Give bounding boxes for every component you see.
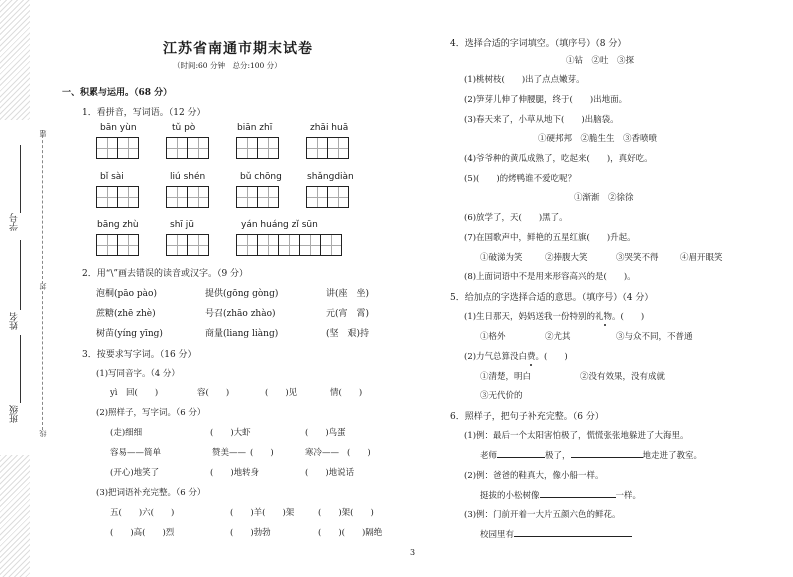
q5-title: 5．给加点的字选择合适的意思。（填序号）（4 分） [450, 293, 654, 303]
q4-line: (5)( )的烤鸭谁不爱吃呢？ [464, 174, 577, 184]
answer-blank[interactable] [540, 496, 616, 498]
exam-subtitle: （时间:60 分钟 总分:100 分） [173, 61, 282, 70]
q6-example: (3)例：门前开着一大片五颜六色的鲜花。 [464, 510, 621, 520]
q3-p2-item: (走)细细 [110, 428, 143, 438]
q2-item: 元(宵 霄) [326, 309, 370, 319]
write-grid[interactable] [96, 186, 138, 208]
margin-hatch-bottom [0, 455, 30, 577]
q6-text: 挺拔的小松树像 [480, 491, 540, 501]
q2-item: 讲(座 坐) [326, 289, 370, 299]
q4-line: (1)桃树枝( )出了点点嫩芽。 [464, 75, 585, 85]
q6-text: 校园里有 [480, 530, 515, 540]
write-grid[interactable] [96, 137, 138, 159]
q5-option: ③与众不同，不普通 [616, 332, 693, 342]
q3-p2-item: (开心)地笑了 [110, 468, 160, 478]
cut-line [42, 130, 43, 430]
pinyin-3-2: shī jū [170, 220, 194, 230]
write-grid[interactable] [166, 137, 208, 159]
binding-margin [0, 0, 55, 577]
q3-p2-item: ( )大虾 [210, 428, 251, 438]
name-field[interactable] [20, 240, 21, 310]
write-grid[interactable] [236, 186, 278, 208]
margin-hatch-top [0, 0, 30, 120]
q4-line: (4)爷爷种的黄瓜成熟了，吃起来( )，真好吃。 [464, 154, 653, 164]
write-grid[interactable] [306, 186, 348, 208]
q4-line: (3)春天来了，小草从地下( )出脑袋。 [464, 115, 619, 125]
q3-p1-item: 情( ) [330, 388, 363, 398]
class-field[interactable] [20, 335, 21, 403]
pinyin-2-4: shǎngdiàn [307, 172, 354, 182]
q2-item: 商量(liang liàng) [205, 329, 279, 339]
q5-option: ①格外 [480, 332, 506, 342]
pinyin-1-2: tǔ pò [172, 123, 196, 133]
q4-line: (7)在国歌声中，鲜艳的五星红旗( )升起。 [464, 233, 636, 243]
q5-option: ②尤其 [545, 332, 571, 342]
q4-line: (2)笋芽儿伸了伸腰腿，终于( )出地面。 [464, 95, 628, 105]
pinyin-1-4: zhāi huā [310, 123, 349, 133]
q3-p2-item: ( )地转身 [210, 468, 260, 478]
q3-part1-title: (1)写同音字。（4 分） [96, 369, 180, 379]
student-id-field[interactable] [20, 145, 21, 213]
q3-p1-item: ( )见 [265, 388, 298, 398]
q6-fill-line [480, 489, 641, 501]
q5-option: ②没有效果，没有成就 [580, 372, 666, 382]
q6-fill-line [480, 449, 702, 461]
q3-p2-item: 容易——简单 [110, 448, 162, 458]
answer-blank[interactable] [571, 456, 643, 458]
write-grid[interactable] [236, 234, 341, 256]
emphasis-dot [604, 324, 606, 326]
q4-line: (8)上面词语中不是用来形容高兴的是( )。 [464, 272, 636, 282]
class-label: 班级 [10, 405, 20, 423]
pinyin-3-1: bāng zhù [97, 220, 139, 230]
q2-item: 提供(gōng gòng) [205, 289, 279, 299]
emphasis-dot [530, 364, 532, 366]
q4-options-2: ①硬邦邦 ②脆生生 ③香喷喷 [538, 134, 658, 144]
write-grid[interactable] [96, 234, 138, 256]
q1-title: 1．看拼音，写词语。（12 分） [82, 108, 206, 118]
write-grid[interactable] [166, 234, 208, 256]
pinyin-3-3: yán huáng zǐ sūn [241, 220, 318, 230]
q3-p2-blank[interactable]: ( ) [250, 448, 274, 458]
exam-title: 江苏省南通市期末试卷 [163, 41, 313, 57]
q2-item: 蔗糖(zhē zhè) [96, 309, 156, 319]
q3-p2-blank[interactable]: ( ) [347, 448, 371, 458]
q2-item: 泡桐(pāo pào) [96, 289, 157, 299]
student-id-label: 学号 [10, 213, 20, 231]
pinyin-1-3: biān zhī [237, 123, 273, 133]
q6-title: 6．照样子，把句子补充完整。（6 分） [450, 412, 604, 422]
q4-option: ②捧腹大笑 [545, 253, 588, 263]
name-label: 姓名 [10, 312, 20, 330]
q3-title: 3．按要求写字词。（16 分） [82, 350, 197, 360]
q6-example: (1)例：最后一个太阳害怕极了，慌慌张张地躲进了大海里。 [464, 431, 689, 441]
q4-option: ①破涕为笑 [480, 253, 523, 263]
q4-title: 4．选择合适的字词填空。（填序号）（8 分） [450, 39, 627, 49]
q6-fill-line [480, 528, 632, 540]
q3-p3-item: 五( )六( ) [110, 508, 175, 518]
q4-options-3: ①渐渐 ②徐徐 [574, 193, 634, 203]
q5-option: ③无代价的 [480, 391, 523, 401]
q3-p2-item: 赞美—— [212, 448, 247, 458]
margin-mark-feng: 封 [39, 283, 47, 290]
q2-item: 树苗(yíng yīng) [96, 329, 163, 339]
pinyin-2-2: liú shén [170, 172, 206, 182]
q6-text: 地走进了教室。 [642, 451, 703, 461]
q3-p3-item: ( )架( ) [318, 508, 374, 518]
pinyin-2-3: bǔ chōng [240, 172, 282, 182]
answer-blank[interactable] [497, 456, 545, 458]
pinyin-2-1: bǐ sài [100, 172, 124, 182]
write-grid[interactable] [166, 186, 208, 208]
q3-part2-title: (2)照样子，写字词。（6 分） [96, 408, 206, 418]
q3-p1-item: yì 回( ) [110, 388, 159, 398]
q4-option: ③哭笑不得 [616, 253, 659, 263]
q3-p2-item: ( )鸟蛋 [305, 428, 346, 438]
q3-p1-item: 容( ) [197, 388, 230, 398]
q2-title: 2．用“\”画去错误的读音或汉字。（9 分） [82, 269, 249, 279]
pinyin-1-1: bān yùn [100, 123, 137, 133]
q3-p2-item: ( )地说话 [305, 468, 355, 478]
q6-text: 老师 [480, 451, 498, 461]
write-grid[interactable] [306, 137, 348, 159]
write-grid[interactable] [236, 137, 278, 159]
q5-line: (2)力气总算没白费。( ) [464, 352, 568, 362]
q3-p3-item: ( )( )隔绝 [318, 528, 383, 538]
q6-text: 极了， [545, 451, 571, 461]
q3-part3-title: (3)把词语补充完整。（6 分） [96, 488, 206, 498]
margin-mark-ti: 题 [39, 130, 47, 137]
q6-example: (2)例：爸爸的鞋真大，像小船一样。 [464, 471, 604, 481]
margin-mark-xian: 线 [39, 430, 47, 437]
section-1-title: 一、积累与运用。（68 分） [62, 88, 173, 98]
q2-item: 号召(zhāo zhào) [205, 309, 276, 319]
q3-p3-item: ( )羊( )架 [230, 508, 295, 518]
q4-option: ④眉开眼笑 [680, 253, 723, 263]
page-number: 3 [410, 548, 416, 557]
q3-p3-item: ( )高( )烈 [110, 528, 175, 538]
q4-line: (6)放学了，天( )黑了。 [464, 213, 568, 223]
q3-p2-item: 寒冷—— [305, 448, 340, 458]
answer-blank[interactable] [514, 535, 632, 537]
q2-item: (坚 艰)持 [326, 329, 370, 339]
q4-options-1: ①钻 ②吐 ③探 [566, 56, 635, 66]
q5-line: (1)生日那天，妈妈送我一份特别的礼物。( ) [464, 312, 645, 322]
q6-text: 一样。 [615, 491, 642, 501]
q5-option: ①清楚，明白 [480, 372, 532, 382]
q3-p3-item: ( )勃勃 [230, 528, 271, 538]
